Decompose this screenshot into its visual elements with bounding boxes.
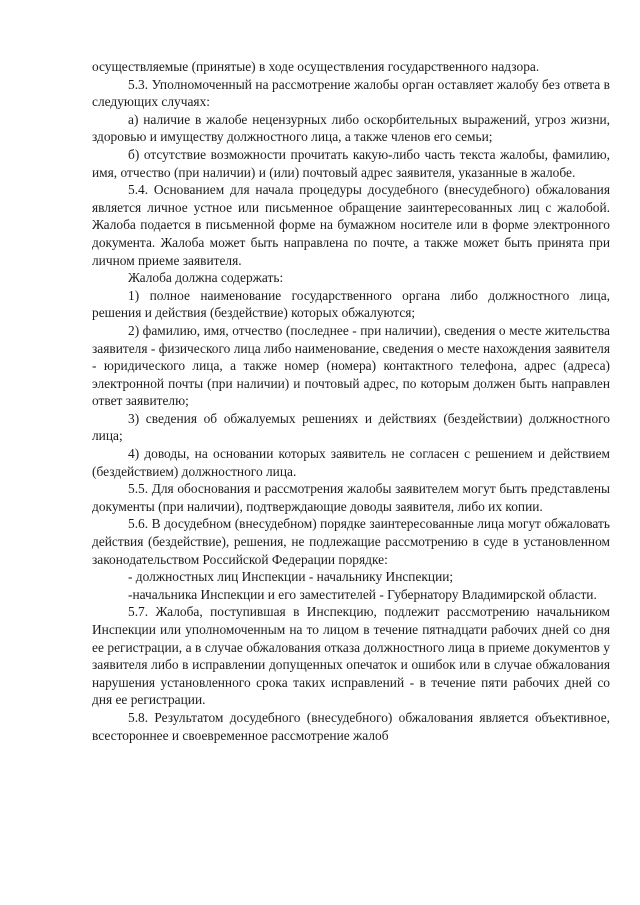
list-item-1: 1) полное наименование государственного органа либо должностного лица, решения и действия (бездействие) которых обжалуются; — [92, 287, 610, 321]
paragraph-5-6: 5.6. В досудебном (внесудебном) порядке заинтересованные лица могут обжаловать действия (бездействие), решения, не подлежащие рассмотрению в суде в установленном законодательством Российской Федерации порядке: — [92, 516, 610, 567]
dash-item-officials: - должностных лиц Инспекции - начальнику Инспекции; — [128, 569, 454, 585]
paragraph-continuation: осуществляемые (принятые) в ходе осуществления государственного надзора. — [92, 59, 540, 74]
paragraph-5-8: 5.8. Результатом досудебного (внесудебного) обжалования является объективное, всестороннее и своевременное рассмотрение жалоб — [92, 709, 610, 743]
complaint-contents-heading: Жалоба должна содержать: — [128, 270, 284, 286]
paragraph-5-7: 5.7. Жалоба, поступившая в Инспекцию, подлежит рассмотрению начальником Инспекции или уполномоченным на то лицом в течение пятнадцати рабочих дней со дня ее регистрации, а в случае обжалования отказа должностного лица в приеме документов у заявителя либо в исправлении допущенных опечаток и ошибок или в случае обжалования нарушения установленного срока таких исправлений - в течение пяти рабочих дней со дня ее регистрации. — [92, 604, 610, 708]
list-item-3: 3) сведения об обжалуемых решениях и действиях (бездействии) должностного лица; — [92, 410, 610, 444]
paragraph-5-3: 5.3. Уполномоченный на рассмотрение жалобы орган оставляет жалобу без ответа в следующих случаях: — [92, 76, 610, 110]
document-body — [92, 58, 610, 744]
dash-item-head: -начальника Инспекции и его заместителей - Губернатору Владимирской области. — [128, 586, 597, 602]
list-item-a: а) наличие в жалобе нецензурных либо оскорбительных выражений, угроз жизни, здоровью и имуществу должностного лица, а также членов его семьи; — [92, 111, 610, 145]
list-item-b: б) отсутствие возможности прочитать какую-либо часть текста жалобы, фамилию, имя, отчество (при наличии) и (или) почтовый адрес заявителя, указанные в жалобе. — [92, 146, 610, 180]
list-item-2: 2) фамилию, имя, отчество (последнее - при наличии), сведения о месте жительства заявителя - физического лица либо наименование, сведения о месте нахождения заявителя - юридического лица, а также номер (номера) контактного телефона, адрес (адреса) электронной почты (при наличии) и почтовый адрес, по которым должен быть направлен ответ заявителю; — [92, 322, 610, 409]
list-item-4: 4) доводы, на основании которых заявитель не согласен с решением и действием (бездействием) должностного лица. — [92, 446, 610, 479]
paragraph-5-4: 5.4. Основанием для начала процедуры досудебного (внесудебного) обжалования является личное устное или письменное обращение заинтересованных лиц с жалобой. Жалоба подается в письменной форме на бумажном носителе или в форме электронного документа. Жалоба может быть направлена по почте, а также может быть принята при личном приеме заявителя. — [92, 182, 610, 268]
paragraph-5-5: 5.5. Для обоснования и рассмотрения жалобы заявителем могут быть представлены документы (при наличии), подтверждающие доводы заявителя, либо их копии. — [92, 481, 610, 514]
